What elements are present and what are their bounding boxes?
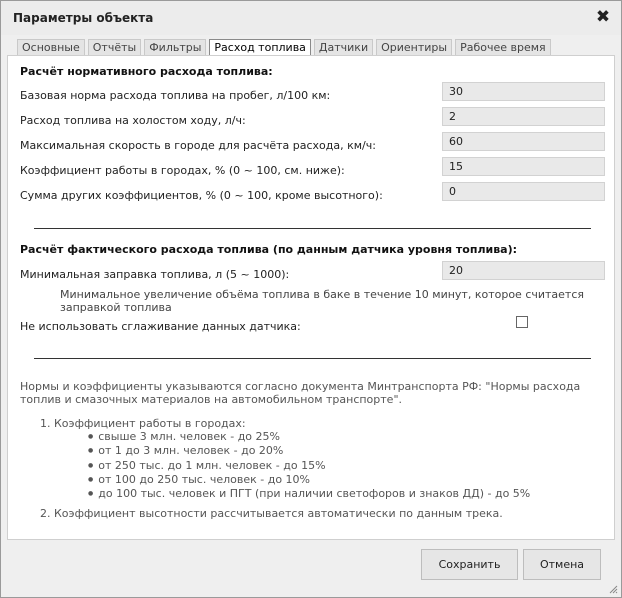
section-divider — [34, 358, 591, 359]
base-norm-input[interactable] — [442, 82, 605, 101]
other-coefficients-label: Сумма других коэффициентов, % (0 ~ 100, кроме высотного): — [20, 189, 383, 202]
tab-filters[interactable]: Фильтры — [144, 39, 206, 55]
save-button[interactable]: Сохранить — [421, 549, 518, 580]
idle-consumption-input[interactable] — [442, 107, 605, 126]
idle-consumption-label: Расход топлива на холостом ходу, л/ч: — [20, 114, 246, 127]
city-coefficient-input[interactable] — [442, 157, 605, 176]
other-coefficients-input[interactable] — [442, 182, 605, 201]
city-coefficient-label: Коэффициент работы в городах, % (0 ~ 100, см. ниже): — [20, 164, 345, 177]
actual-heading: Расчёт фактического расхода топлива (по данным датчика уровня топлива): — [20, 243, 518, 256]
city-coefficient-list — [88, 431, 530, 502]
notes-item-1: 1. Коэффициент работы в городах: — [40, 417, 246, 430]
list-item: ● от 100 до 250 тыс. человек - до 10% — [88, 474, 530, 488]
tab-reports[interactable]: Отчёты — [88, 39, 141, 55]
max-city-speed-input[interactable] — [442, 132, 605, 151]
tab-bar — [17, 39, 554, 55]
list-item: ● от 250 тыс. до 1 млн. человек - до 15% — [88, 460, 530, 474]
cancel-button[interactable]: Отмена — [523, 549, 601, 580]
tab-landmarks[interactable]: Ориентиры — [376, 39, 452, 55]
min-refuel-label: Минимальная заправка топлива, л (5 ~ 1000): — [20, 268, 290, 281]
no-smoothing-label: Не использовать сглаживание данных датчика: — [20, 320, 301, 333]
max-city-speed-label: Максимальная скорость в городе для расчёта расхода, км/ч: — [20, 139, 376, 152]
list-item: ● до 100 тыс. человек и ПГТ (при наличии светофоров и знаков ДД) - до 5% — [88, 488, 530, 502]
no-smoothing-checkbox[interactable] — [516, 316, 528, 328]
tab-work-time[interactable]: Рабочее время — [455, 39, 551, 55]
min-refuel-hint: Минимальное увеличение объёма топлива в баке в течение 10 минут, которое считается заправкой топлива — [60, 288, 585, 314]
notes-item-2: 2. Коэффициент высотности рассчитывается автоматически по данным трека. — [40, 507, 503, 520]
tab-main[interactable]: Основные — [17, 39, 85, 55]
tab-fuel-consumption[interactable]: Расход топлива — [209, 39, 311, 55]
resize-grip-icon[interactable] — [608, 584, 618, 594]
base-norm-label: Базовая норма расхода топлива на пробег, л/100 км: — [20, 89, 331, 102]
min-refuel-input[interactable] — [442, 261, 605, 280]
dialog-title: Параметры объекта — [13, 11, 154, 25]
list-item: ● свыше 3 млн. человек - до 25% — [88, 431, 530, 445]
dialog-titlebar[interactable] — [1, 1, 621, 35]
list-item: ● от 1 до 3 млн. человек - до 20% — [88, 445, 530, 459]
section-divider — [34, 228, 591, 229]
normative-heading: Расчёт нормативного расхода топлива: — [20, 65, 273, 78]
notes-intro: Нормы и коэффициенты указываются согласно документа Минтранспорта РФ: "Нормы расхода топлив и смазочных материалов на автомобильном транспорте". — [20, 380, 581, 406]
tab-content-panel — [7, 55, 615, 540]
close-icon[interactable]: ✖ — [595, 7, 611, 27]
tab-sensors[interactable]: Датчики — [314, 39, 373, 55]
